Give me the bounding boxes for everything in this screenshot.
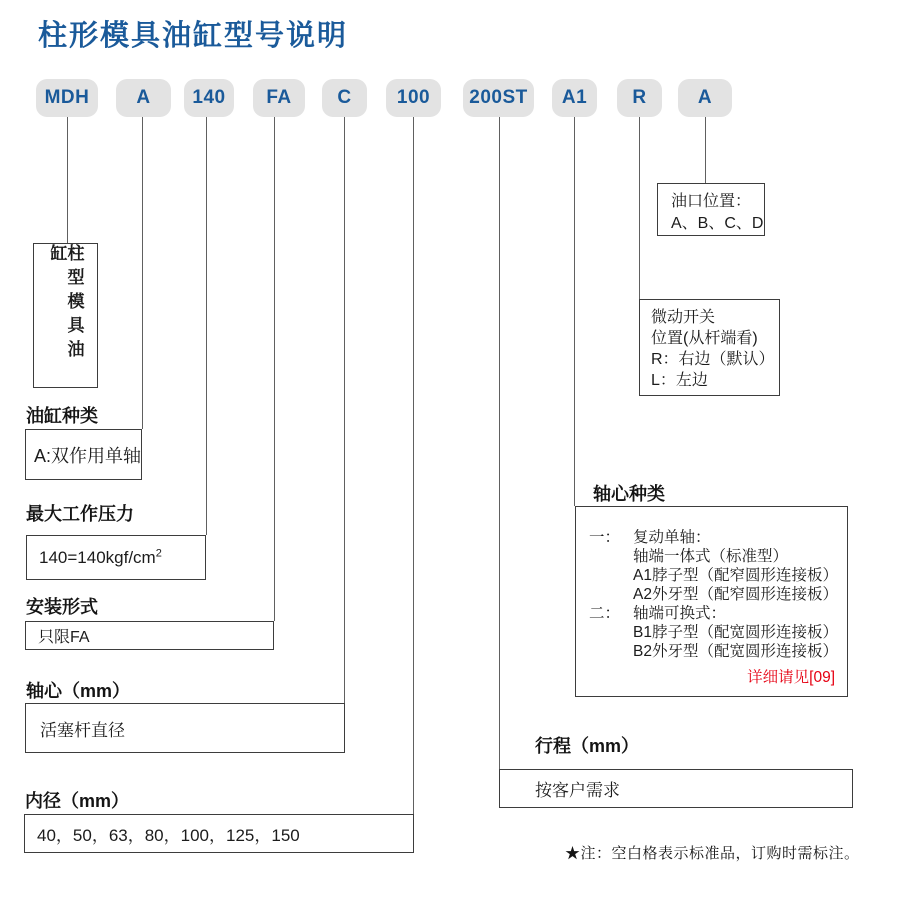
shaft-line: A1脖子型（配窄圆形连接板） [633, 567, 838, 584]
shaft-type-box [575, 506, 848, 697]
shaft-group-lines [633, 528, 838, 604]
code-box-a [116, 79, 171, 117]
shaft-group-marker: 二： [589, 605, 621, 622]
code-box-140 [184, 79, 234, 117]
shaft-line: 轴端一体式（标准型） [633, 548, 789, 565]
code-text: A [697, 87, 713, 108]
shaft-group-lines [633, 604, 838, 661]
connector-line-r [639, 117, 640, 299]
micro-switch-line: 位置(从杆端看) [651, 330, 758, 347]
micro-switch-line: 微动开关 [651, 309, 716, 326]
code-text: A [136, 87, 151, 108]
cylinder-type-value: A:双作用单轴 [34, 445, 142, 466]
micro-switch-line: R：右边（默认） [651, 351, 775, 368]
connector-line-port-a [705, 117, 706, 183]
connector-line-a1 [574, 117, 575, 506]
shaft-type-label: 轴心种类 [593, 484, 665, 504]
shaft-line: A2外牙型（配窄圆形连接板） [633, 586, 838, 603]
bore-values: 40，50，63，80，100，125，150 [37, 826, 300, 845]
stroke-box [499, 769, 853, 808]
connector-line-mdh [67, 117, 68, 243]
code-box-port-a [678, 79, 732, 117]
connector-line-200st [499, 117, 500, 769]
mount-style-value: 只限FA [38, 629, 90, 646]
max-pressure-box [26, 535, 206, 580]
code-box-r [617, 79, 662, 117]
shaft-type-group-1 [589, 528, 837, 604]
stroke-label: 行程（mm） [535, 736, 640, 756]
shaft-group-marker: 一： [589, 529, 621, 546]
product-name-text: 柱型模具油缸 [47, 244, 84, 364]
max-pressure-label: 最大工作压力 [26, 504, 134, 524]
code-box-c [322, 79, 367, 117]
bore-box [24, 814, 414, 853]
micro-switch-box [639, 299, 780, 396]
bore-label: 内径（mm） [25, 791, 130, 811]
mount-style-box [25, 621, 274, 650]
mount-style-label: 安装形式 [26, 597, 98, 617]
connector-line-c [344, 117, 345, 703]
footnote: ★注：空白格表示标准品，订购时需标注。 [565, 845, 860, 862]
product-name-box [33, 243, 98, 388]
code-text: 140 [192, 87, 226, 108]
connector-line-fa [274, 117, 275, 621]
code-text: A1 [561, 87, 588, 108]
code-box-fa [253, 79, 305, 117]
stroke-value: 按客户需求 [535, 781, 620, 800]
max-pressure-value: $140=140kgf/cm^2$ [39, 546, 162, 567]
rod-box [25, 703, 345, 753]
port-position-line: A、B、C、D [671, 215, 764, 232]
code-text: MDH [44, 87, 90, 108]
code-text: C [337, 87, 352, 108]
connector-line-a [142, 117, 143, 429]
rod-label: 轴心（mm） [26, 681, 131, 701]
shaft-type-detail-note: 详细请见[09] [747, 669, 835, 686]
shaft-type-group-2 [589, 604, 837, 661]
port-position-box [657, 183, 765, 236]
shaft-line: 复动单轴： [633, 529, 711, 546]
shaft-line: B1脖子型（配宽圆形连接板） [633, 624, 838, 641]
code-text: 100 [396, 87, 431, 108]
superscript-2: 2 [155, 546, 162, 559]
shaft-line: 轴端可换式： [633, 605, 727, 622]
code-text: R [632, 87, 647, 108]
cylinder-type-box [25, 429, 142, 480]
shaft-line: B2外牙型（配宽圆形连接板） [633, 643, 838, 660]
code-text: 200ST [469, 87, 528, 108]
code-box-a1 [552, 79, 597, 117]
port-position-line: 油口位置： [671, 193, 752, 210]
connector-line-140 [206, 117, 207, 535]
code-box-100 [386, 79, 441, 117]
code-box-200st [463, 79, 534, 117]
cylinder-type-label: 油缸种类 [26, 406, 98, 426]
micro-switch-line: L：左边 [651, 372, 708, 389]
rod-value: 活塞杆直径 [40, 720, 125, 740]
code-text: FA [266, 87, 292, 108]
code-box-mdh [36, 79, 98, 117]
page-title: 柱形模具油缸型号说明 [38, 20, 349, 52]
connector-line-100 [413, 117, 414, 814]
